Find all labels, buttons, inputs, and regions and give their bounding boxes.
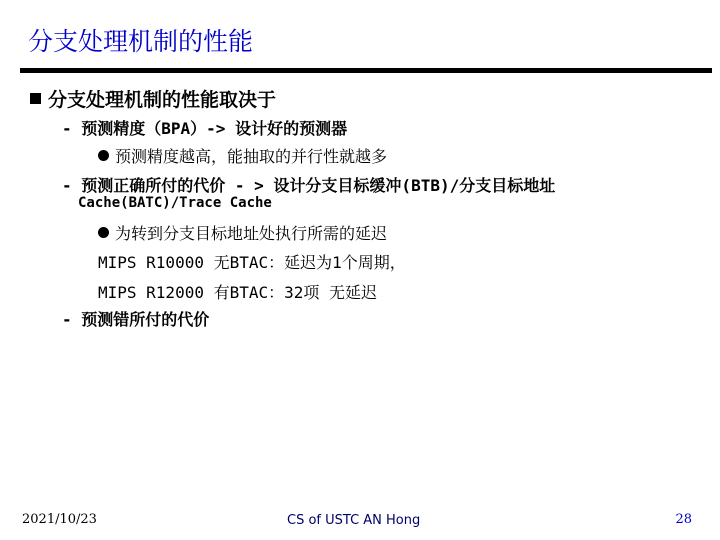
page-number: 28 (675, 512, 692, 527)
sub-point-correct-cost-cont: Cache(BATC)/Trace Cache (78, 195, 272, 211)
round-bullet-icon (98, 150, 109, 161)
round-bullet-icon (98, 227, 109, 238)
detail-delay-text: 为转到分支目标地址处执行所需的延迟 (115, 224, 388, 243)
slide-title: 分支处理机制的性能 (28, 27, 254, 56)
sub-point-mispredict-cost: - 预测错所付的代价 (62, 310, 210, 329)
detail-accuracy (98, 144, 387, 167)
footer-author: CS of USTC AN Hong (287, 513, 421, 528)
footer-date: 2021/10/23 (22, 512, 97, 527)
detail-delay (98, 221, 387, 244)
square-bullet-icon (30, 93, 41, 104)
detail-accuracy-text: 预测精度越高，能抽取的并行性就越多 (115, 147, 388, 166)
sub-point-accuracy: - 预测精度（BPA）-> 设计好的预测器 (62, 119, 348, 138)
sub-point-correct-cost: - 预测正确所付的代价 - > 设计分支目标缓冲(BTB)/分支目标地址 (62, 176, 556, 195)
detail-r10000: MIPS R10000 无BTAC：延迟为1个周期， (98, 253, 406, 272)
main-bullet-text: 分支处理机制的性能取决于 (48, 89, 277, 111)
main-bullet (30, 85, 276, 112)
detail-r12000: MIPS R12000 有BTAC：32项 无延迟 (98, 283, 378, 302)
title-divider (20, 68, 712, 73)
